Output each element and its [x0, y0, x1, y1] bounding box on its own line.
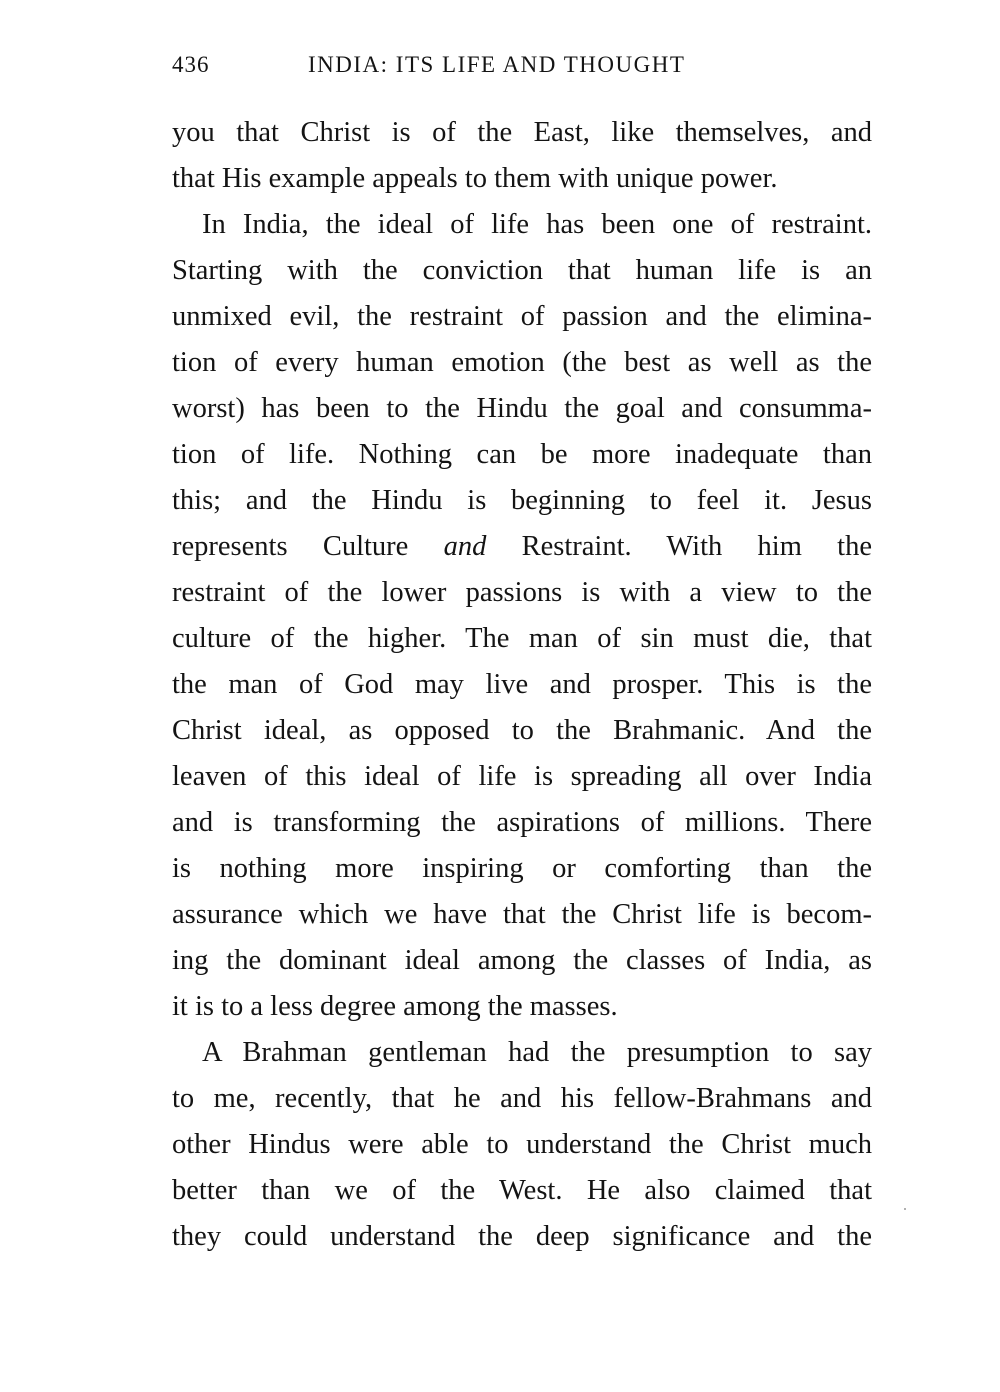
text-run: that His example appeals to them with unique power.	[172, 163, 778, 194]
running-title: INDIA: ITS LIFE AND THOUGHT	[308, 52, 686, 77]
text-run: to me, recently, that he and his fellow-Brahmans and	[172, 1083, 872, 1114]
text-line	[172, 386, 872, 432]
italic-word: and	[443, 531, 487, 562]
text-line	[172, 938, 872, 984]
text-line	[172, 340, 872, 386]
text-run: A Brahman gentleman had the presumption to say	[202, 1037, 872, 1068]
text-line	[172, 984, 872, 1030]
text-run: the man of God may live and prosper. This is the	[172, 669, 872, 700]
text-line	[172, 294, 872, 340]
text-run: Starting with the conviction that human life is an	[172, 255, 872, 286]
text-run: culture of the higher. The man of sin must die, that	[172, 623, 872, 654]
text-line	[172, 156, 872, 202]
text-run: unmixed evil, the restraint of passion and the elimina-	[172, 301, 872, 332]
text-line	[172, 708, 872, 754]
print-speck	[904, 1208, 906, 1210]
text-run: and is transforming the aspirations of millions. There	[172, 807, 872, 838]
text-run: assurance which we have that the Christ life is becom-	[172, 899, 872, 930]
text-run: Restraint. With him the	[486, 531, 872, 562]
text-run: leaven of this ideal of life is spreading all over India	[172, 761, 872, 792]
text-line	[172, 1214, 872, 1260]
text-line	[172, 1122, 872, 1168]
text-run: this; and the Hindu is beginning to feel it. Jesus	[172, 485, 872, 516]
text-line	[172, 248, 872, 294]
page-number: 436	[172, 52, 210, 77]
text-run: restraint of the lower passions is with a view to the	[172, 577, 872, 608]
text-line	[172, 570, 872, 616]
text-line	[172, 1076, 872, 1122]
text-line	[172, 662, 872, 708]
text-line	[172, 202, 872, 248]
paragraph	[172, 202, 872, 1030]
text-run: other Hindus were able to understand the Christ much	[172, 1129, 872, 1160]
running-header	[172, 52, 872, 84]
text-run: In India, the ideal of life has been one of restraint.	[202, 209, 872, 240]
text-run: Christ ideal, as opposed to the Brahmanic. And the	[172, 715, 872, 746]
text-line	[172, 616, 872, 662]
text-run: represents Culture	[172, 531, 444, 562]
text-line	[172, 846, 872, 892]
text-run: it is to a less degree among the masses.	[172, 991, 618, 1022]
text-line	[172, 892, 872, 938]
text-run: tion of life. Nothing can be more inadequate than	[172, 439, 872, 470]
text-run: tion of every human emotion (the best as well as the	[172, 347, 872, 378]
text-line	[172, 1168, 872, 1214]
text-line	[172, 800, 872, 846]
text-run: ing the dominant ideal among the classes of India, as	[172, 945, 872, 976]
text-line	[172, 524, 872, 570]
body-text	[172, 110, 872, 1260]
text-run: you that Christ is of the East, like themselves, and	[172, 117, 872, 148]
text-line	[172, 478, 872, 524]
text-line	[172, 1030, 872, 1076]
paragraph	[172, 110, 872, 202]
text-run: better than we of the West. He also claimed that	[172, 1175, 872, 1206]
text-run: worst) has been to the Hindu the goal and consumma-	[172, 393, 872, 424]
text-line	[172, 110, 872, 156]
text-line	[172, 754, 872, 800]
paragraph	[172, 1030, 872, 1260]
text-line	[172, 432, 872, 478]
text-run: is nothing more inspiring or comforting than the	[172, 853, 872, 884]
text-run: they could understand the deep significance and the	[172, 1221, 872, 1252]
